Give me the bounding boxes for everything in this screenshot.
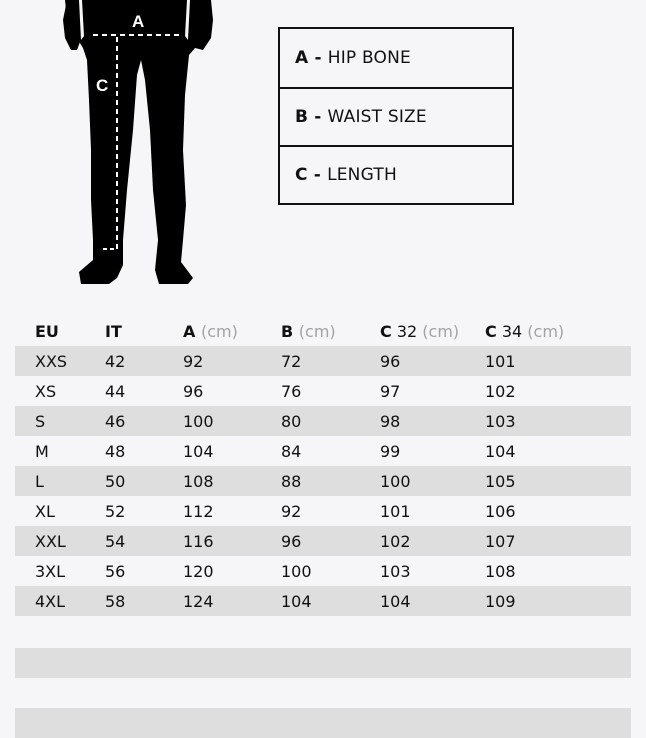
table-cell: 50 [105, 471, 126, 491]
label-c: C [96, 76, 109, 95]
table-row [15, 406, 631, 436]
table-cell: 54 [105, 531, 126, 551]
table-row [15, 436, 631, 466]
empty-row [15, 648, 631, 678]
table-cell: 48 [105, 441, 126, 461]
legend-row-a [280, 29, 512, 87]
table-cell: 102 [380, 531, 411, 551]
table-cell: 101 [485, 351, 516, 371]
table-cell: 44 [105, 381, 126, 401]
table-cell: XS [35, 381, 57, 401]
header-b: B (cm) [281, 321, 336, 341]
table-cell: 46 [105, 411, 126, 431]
table-cell: 56 [105, 561, 126, 581]
table-cell: 104 [183, 441, 214, 461]
table-cell: 112 [183, 501, 214, 521]
size-table [15, 316, 631, 616]
legend-key: A - [295, 48, 322, 68]
label-a: A [132, 12, 145, 31]
header-eu: EU [35, 321, 59, 341]
table-row [15, 556, 631, 586]
table-row [15, 586, 631, 616]
table-cell: 107 [485, 531, 516, 551]
table-cell: 76 [281, 381, 302, 401]
table-cell: 84 [281, 441, 302, 461]
table-cell: 97 [380, 381, 401, 401]
table-cell: 124 [183, 591, 214, 611]
table-cell: 80 [281, 411, 302, 431]
silhouette-body [65, 0, 207, 284]
table-cell: 58 [105, 591, 126, 611]
body-silhouette-figure [55, 0, 225, 290]
table-cell: 104 [380, 591, 411, 611]
table-cell: 101 [380, 501, 411, 521]
table-cell: 92 [183, 351, 204, 371]
table-cell: 100 [380, 471, 411, 491]
measurement-legend [278, 27, 514, 205]
table-cell: 103 [380, 561, 411, 581]
table-cell: 102 [485, 381, 516, 401]
table-cell: L [35, 471, 44, 491]
table-cell: 96 [380, 351, 401, 371]
table-cell: 103 [485, 411, 516, 431]
table-cell: S [35, 411, 46, 431]
header-it: IT [105, 321, 122, 341]
legend-text: HIP BONE [327, 48, 411, 68]
table-cell: 3XL [35, 561, 66, 581]
table-cell: 120 [183, 561, 214, 581]
table-cell: 100 [183, 411, 214, 431]
table-row [15, 496, 631, 526]
table-cell: M [35, 441, 49, 461]
legend-key: B - [295, 107, 322, 127]
legend-text: LENGTH [327, 165, 397, 185]
legend-key: C - [295, 165, 322, 185]
table-row [15, 346, 631, 376]
table-cell: 105 [485, 471, 516, 491]
table-cell: XXL [35, 531, 66, 551]
table-cell: 104 [485, 441, 516, 461]
table-cell: 98 [380, 411, 401, 431]
table-cell: 108 [183, 471, 214, 491]
table-cell: 99 [380, 441, 401, 461]
table-row [15, 376, 631, 406]
table-cell: 100 [281, 561, 312, 581]
table-cell: XXS [35, 351, 68, 371]
table-cell: XL [35, 501, 55, 521]
table-row [15, 526, 631, 556]
table-cell: 116 [183, 531, 214, 551]
table-cell: 92 [281, 501, 302, 521]
header-c34: C 34 (cm) [485, 321, 565, 341]
table-header [15, 316, 631, 346]
header-c32: C 32 (cm) [380, 321, 460, 341]
legend-row-b [280, 87, 512, 145]
table-cell: 72 [281, 351, 302, 371]
table-cell: 42 [105, 351, 126, 371]
table-cell: 106 [485, 501, 516, 521]
table-cell: 4XL [35, 591, 66, 611]
table-cell: 109 [485, 591, 516, 611]
table-cell: 52 [105, 501, 126, 521]
legend-text: WAIST SIZE [327, 107, 427, 127]
table-cell: 96 [281, 531, 302, 551]
table-cell: 104 [281, 591, 312, 611]
table-cell: 108 [485, 561, 516, 581]
table-cell: 96 [183, 381, 204, 401]
table-cell: 88 [281, 471, 302, 491]
legend-row-c [280, 145, 512, 203]
table-row [15, 466, 631, 496]
header-a: A (cm) [183, 321, 238, 341]
